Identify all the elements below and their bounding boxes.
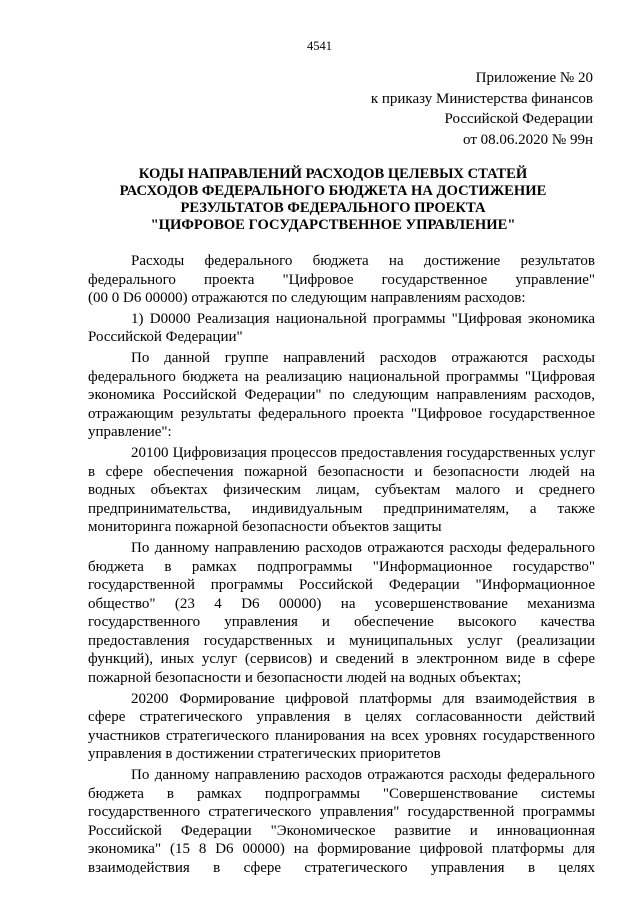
paragraph-line: государственной программы Российской Федерации "Информационное: [88, 577, 595, 594]
paragraph-line: участников стратегического планирования на всех уровнях государственного: [88, 727, 595, 744]
paragraph-line: государственного стратегического управления" государственной программы: [88, 804, 595, 821]
paragraph: [88, 310, 595, 347]
appendix-line: к приказу Министерства финансов: [370, 90, 593, 107]
paragraph-line: общество" (23 4 D6 00000) на усовершенствование механизма: [88, 595, 595, 612]
paragraph-line: в сфере обеспечения пожарной безопасности и безопасности людей на: [88, 463, 595, 480]
paragraph-line: По данному направлению расходов отражаются расходы федерального: [131, 767, 595, 784]
appendix-line: Приложение № 20: [475, 70, 593, 86]
paragraph-line: пожарной безопасности и безопасности людей на водных объектах;: [88, 670, 522, 687]
appendix-line: от 08.06.2020 № 99н: [463, 131, 593, 148]
paragraph-line: предоставления государственных и муниципальных услуг (реализации: [88, 632, 595, 649]
paragraph-line: предпринимательства, индивидуальным предпринимателям, а также: [88, 500, 595, 517]
title-line: РАСХОДОВ ФЕДЕРАЛЬНОГО БЮДЖЕТА НА ДОСТИЖЕНИЕ: [119, 183, 547, 199]
document-body: [88, 252, 595, 880]
paragraph-line: Расходы федерального бюджета на достижение результатов: [131, 253, 595, 269]
title-line: РЕЗУЛЬТАТОВ ФЕДЕРАЛЬНОГО ПРОЕКТА: [180, 200, 486, 216]
paragraph-line: водных объектах физическим лицам, субъектам малого и среднего: [88, 482, 595, 499]
paragraph-line: 1) D0000 Реализация национальной программы "Цифровая экономика: [131, 310, 595, 327]
paragraph: [88, 690, 595, 764]
paragraph-line: мониторинга пожарной безопасности объектов защиты: [88, 519, 442, 536]
title-line: "ЦИФРОВОЕ ГОСУДАРСТВЕННОЕ УПРАВЛЕНИЕ": [150, 217, 516, 233]
paragraph-line: 20200 Формирование цифровой платформы для взаимодействия в: [131, 690, 595, 707]
paragraph-line: управления в достижении стратегических приоритетов: [88, 746, 441, 763]
paragraph-line: Российской Федерации": [88, 329, 243, 346]
paragraph: [88, 539, 595, 688]
paragraph-line: По данному направлению расходов отражаются расходы федерального: [131, 539, 595, 556]
paragraph: [88, 444, 595, 537]
paragraph: [88, 252, 595, 308]
paragraph-line: функций), иных услуг (сервисов) и сведений в электронном виде в сфере: [88, 651, 595, 668]
appendix-header: [340, 68, 593, 150]
paragraph-line: (00 0 D6 00000) отражаются по следующим направлениям расходов:: [88, 290, 526, 307]
paragraph-line: По данной группе направлений расходов отражаются расходы: [131, 349, 595, 366]
paragraph: [88, 349, 595, 442]
paragraph: [88, 766, 595, 878]
paragraph-line: государственного управления и обеспечение высокого качества: [88, 614, 595, 631]
paragraph-line: бюджета в рамках подпрограммы "Информационное государство": [88, 558, 595, 575]
paragraph-line: сфере стратегического управления в целях согласованности действий: [88, 709, 595, 726]
paragraph-line: 20100 Цифровизация процессов предоставления государственных услуг: [131, 444, 595, 461]
paragraph-line: федерального проекта "Цифровое государственное управление": [88, 271, 595, 288]
appendix-line: Российской Федерации: [444, 111, 593, 127]
title-line: КОДЫ НАПРАВЛЕНИЙ РАСХОДОВ ЦЕЛЕВЫХ СТАТЕЙ: [138, 166, 528, 182]
paragraph-line: экономика" (15 8 D6 00000) на формирование цифровой платформы для: [88, 841, 595, 858]
paragraph-line: федерального бюджета на реализацию национальной программы "Цифровая: [88, 368, 595, 385]
paragraph-line: экономика Российской Федерации" по следующим направлениям расходов,: [88, 387, 595, 404]
page-number: 4541: [307, 39, 332, 53]
paragraph-line: Российской Федерации "Экономическое развитие и инновационная: [88, 822, 595, 839]
paragraph-line: управление":: [88, 424, 172, 441]
paragraph-line: взаимодействия в сфере стратегического управления в целях: [88, 860, 595, 876]
paragraph-line: бюджета в рамках подпрограммы "Совершенствование системы: [88, 785, 595, 802]
document-title: [70, 166, 596, 234]
paragraph-line: отражающим результаты федерального проекта "Цифровое государственное: [88, 405, 595, 422]
